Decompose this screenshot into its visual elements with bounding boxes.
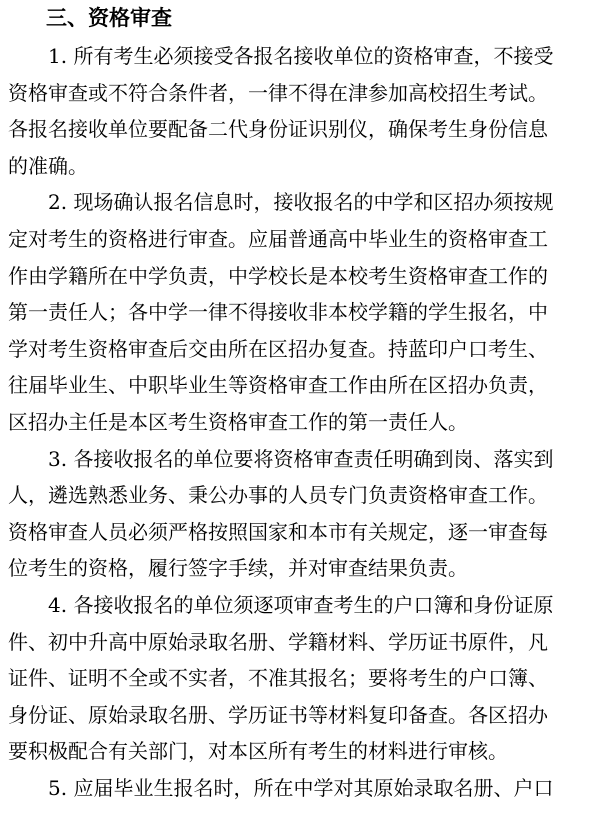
paragraph-4 xyxy=(8,587,590,770)
paragraph-line: 5. 应届毕业生报名时，所在中学对其原始录取名册、户口 xyxy=(48,775,554,800)
paragraph-line: 各报名接收单位要配备二代身份证识别仪，确保考生身份信息 xyxy=(8,117,548,142)
paragraph-line: 的准确。 xyxy=(8,153,88,178)
paragraph-line: 位考生的资格，履行签字手续，并对审查结果负责。 xyxy=(8,556,468,581)
paragraph-line: 资格审查或不符合条件者，一律不得在津参加高校招生考试。 xyxy=(8,80,548,105)
paragraph-line: 人，遴选熟悉业务、秉公办事的人员专门负责资格审查工作。 xyxy=(8,483,548,508)
section-heading: 三、资格审查 xyxy=(46,6,172,30)
paragraph-line: 1. 所有考生必须接受各报名接收单位的资格审查，不接受 xyxy=(48,44,554,68)
paragraph-line: 2. 现场确认报名信息时，接收报名的中学和区招办须按规 xyxy=(48,190,554,215)
paragraph-line: 学对考生资格审查后交由所在区招办复查。持蓝印户口考生、 xyxy=(8,336,548,361)
paragraph-line: 资格审查人员必须严格按照国家和本市有关规定，逐一审查每 xyxy=(8,519,548,544)
paragraph-line: 件、初中升高中原始录取名册、学籍材料、学历证书原件，凡 xyxy=(8,629,548,654)
paragraph-line: 往届毕业生、中职毕业生等资格审查工作由所在区招办负责， xyxy=(8,373,548,398)
paragraph-line: 3. 各接收报名的单位要将资格审查责任明确到岗、落实到 xyxy=(48,446,554,471)
paragraph-2 xyxy=(8,184,590,440)
paragraph-line: 作由学籍所在中学负责，中学校长是本校考生资格审查工作的 xyxy=(8,263,548,288)
paragraph-line: 第一责任人；各中学一律不得接收非本校学籍的学生报名，中 xyxy=(8,300,548,325)
paragraph-line: 证件、证明不全或不实者，不准其报名；要将考生的户口簿、 xyxy=(8,666,548,691)
paragraph-line: 4. 各接收报名的单位须逐项审查考生的户口簿和身份证原 xyxy=(48,592,554,617)
paragraph-1 xyxy=(8,38,590,184)
paragraph-5 xyxy=(8,770,590,807)
paragraph-line: 身份证、原始录取名册、学历证书等材料复印备查。各区招办 xyxy=(8,702,548,727)
paragraph-line: 定对考生的资格进行审查。应届普通高中毕业生的资格审查工 xyxy=(8,226,548,251)
paragraph-line: 要积极配合有关部门，对本区所有考生的材料进行审核。 xyxy=(8,739,508,764)
paragraph-3 xyxy=(8,441,590,587)
paragraph-line: 区招办主任是本区考生资格审查工作的第一责任人。 xyxy=(8,409,468,434)
